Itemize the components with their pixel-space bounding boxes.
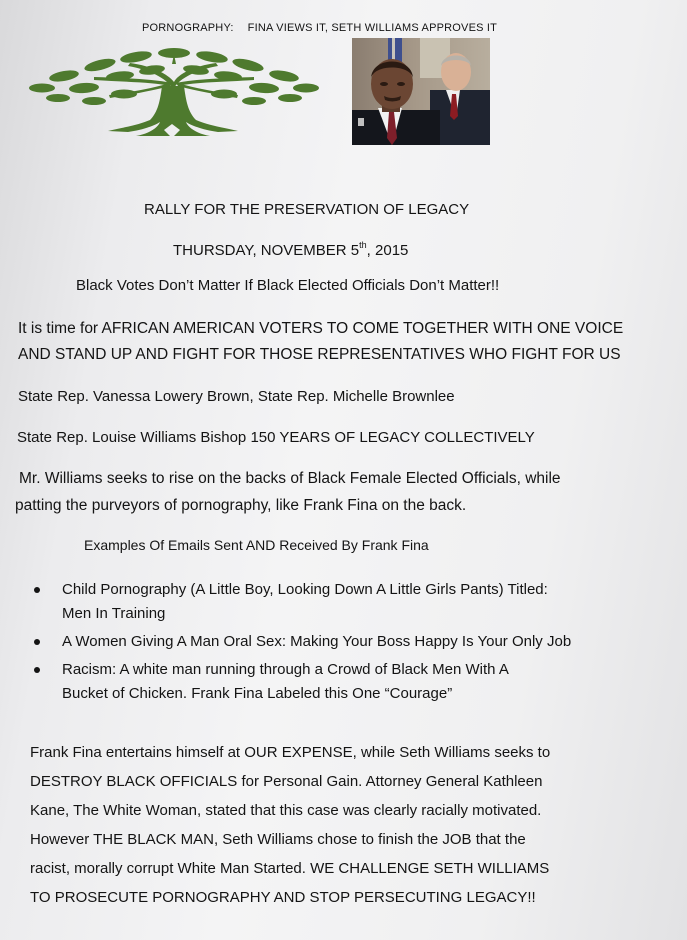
closing-line: Frank Fina entertains himself at OUR EXPENSE, while Seth Williams seeks to [30, 744, 551, 761]
date-suffix: th [359, 240, 367, 250]
rally-title: RALLY FOR THE PRESERVATION OF LEGACY [144, 201, 470, 218]
statement-line: Mr. Williams seeks to rise on the backs of Black Female Elected Officials, while [19, 470, 561, 487]
examples-list [34, 578, 571, 710]
slogan: Black Votes Don’t Matter If Black Elected Officials Don’t Matter!! [76, 277, 500, 294]
call-to-action-line: It is time for AFRICAN AMERICAN VOTERS TO COME TOGETHER WITH ONE VOICE [18, 320, 624, 337]
tree-logo [24, 46, 324, 143]
closing-line: DESTROY BLACK OFFICIALS for Personal Gain. Attorney General Kathleen [30, 773, 543, 790]
closing-line: racist, morally corrupt White Man Started. WE CHALLENGE SETH WILLIAMS [30, 860, 550, 877]
officials-photo-image [352, 38, 490, 145]
list-item-line: Racism: A white man running through a Crowd of Black Men With A [62, 661, 509, 678]
date-year: , 2015 [366, 242, 409, 259]
statement-line: patting the purveyors of pornography, like Frank Fina on the back. [15, 497, 467, 514]
rally-date [173, 240, 408, 259]
flyer-header [142, 22, 497, 34]
list-item [34, 658, 571, 706]
closing-line: TO PROSECUTE PORNOGRAPHY AND STOP PERSECUTING LEGACY!! [30, 889, 536, 906]
photo-officials [352, 38, 490, 145]
list-item-line: Men In Training [62, 605, 166, 622]
bullet-icon [34, 667, 40, 673]
reps-line-1: State Rep. Vanessa Lowery Brown, State Rep. Michelle Brownlee [18, 388, 455, 405]
list-item [34, 630, 571, 654]
date-prefix: THURSDAY, NOVEMBER 5 [173, 242, 360, 259]
examples-heading: Examples Of Emails Sent AND Received By Frank Fina [84, 537, 429, 553]
list-item-line: A Women Giving A Man Oral Sex: Making Your Boss Happy Is Your Only Job [62, 633, 572, 650]
closing-line: However THE BLACK MAN, Seth Williams chose to finish the JOB that the [30, 831, 526, 848]
header-left: PORNOGRAPHY: [142, 22, 234, 34]
closing-paragraph [30, 738, 550, 912]
bullet-icon [34, 587, 40, 593]
statement [15, 465, 561, 519]
call-to-action [18, 316, 623, 368]
header-right: FINA VIEWS IT, SETH WILLIAMS APPROVES IT [247, 22, 498, 34]
tree-icon [24, 46, 324, 138]
bullet-icon [34, 639, 40, 645]
list-item-line: Child Pornography (A Little Boy, Looking Down A Little Girls Pants) Titled: [62, 581, 548, 598]
list-item-line: Bucket of Chicken. Frank Fina Labeled this One “Courage” [62, 685, 453, 702]
closing-line: Kane, The White Woman, stated that this case was clearly racially motivated. [30, 802, 542, 819]
reps-line-2: State Rep. Louise Williams Bishop 150 YEARS OF LEGACY COLLECTIVELY [17, 429, 535, 446]
list-item [34, 578, 571, 626]
call-to-action-line: AND STAND UP AND FIGHT FOR THOSE REPRESENTATIVES WHO FIGHT FOR US [18, 346, 621, 363]
